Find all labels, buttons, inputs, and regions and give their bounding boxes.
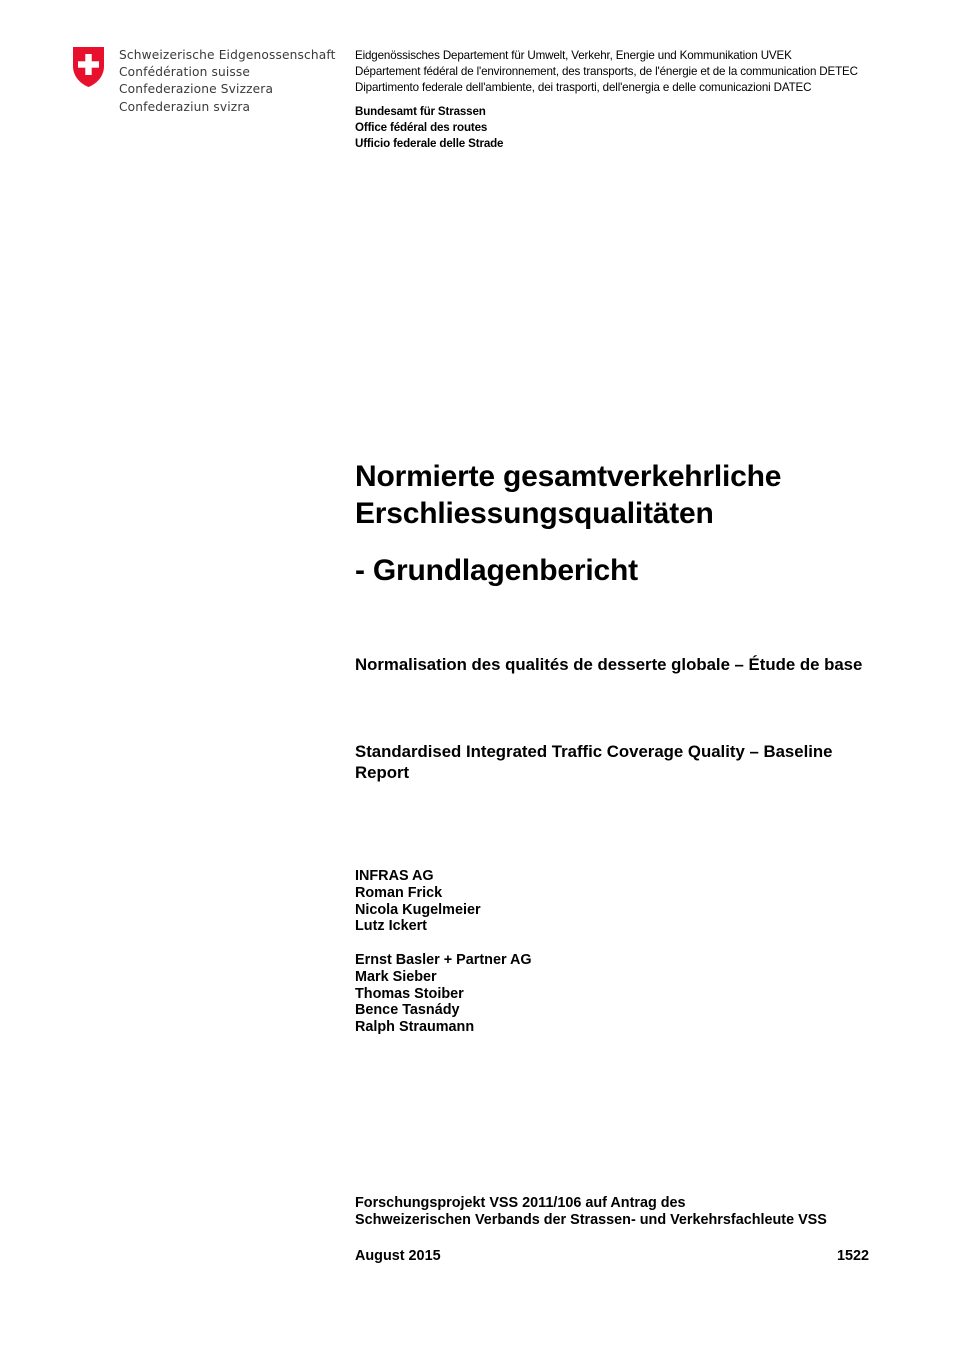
wordmark-line-fr: Confédération suisse xyxy=(119,65,251,80)
report-title-english: Standardised Integrated Traffic Coverage Quality – Baseline Report xyxy=(355,742,833,782)
department-header xyxy=(355,48,858,96)
department-line-it: Dipartimento federale dell'ambiente, dei trasporti, dell'energia e delle comunicazioni DATEC xyxy=(355,81,812,94)
wordmark-line-de: Schweizerische Eidgenossenschaft xyxy=(119,48,336,62)
report-number: 1522 xyxy=(837,1248,870,1264)
report-title-french: Normalisation des qualités de desserte globale – Étude de base xyxy=(355,655,863,674)
author-group-infras xyxy=(355,868,481,935)
report-title xyxy=(355,458,781,532)
author-name: Roman Frick xyxy=(355,884,443,901)
author-name: Mark Sieber xyxy=(355,968,437,985)
department-line-de: Eidgenössisches Departement für Umwelt, Verkehr, Energie und Kommunikation UVEK xyxy=(355,49,792,62)
research-project-note xyxy=(355,1195,827,1229)
office-line-it: Ufficio federale delle Strade xyxy=(355,137,504,151)
project-line-1: Forschungsprojekt VSS 2011/106 auf Antrag des xyxy=(355,1195,686,1211)
report-title-line-1: Normierte gesamtverkehrliche xyxy=(355,460,782,493)
swiss-cross-shield-icon xyxy=(72,46,105,88)
author-name: Ralph Straumann xyxy=(355,1019,475,1036)
author-name: Thomas Stoiber xyxy=(355,985,464,1002)
wordmark-line-rm: Confederaziun svizra xyxy=(119,99,251,114)
author-name: Lutz Ickert xyxy=(355,918,427,935)
publication-date: August 2015 xyxy=(355,1248,441,1264)
federal-office-header xyxy=(355,104,503,153)
report-subtitle: - Grundlagenbericht xyxy=(355,554,638,587)
author-organisation: INFRAS AG xyxy=(355,868,434,884)
confederation-wordmark xyxy=(119,47,336,116)
office-line-de: Bundesamt für Strassen xyxy=(355,105,486,118)
report-title-line-2: Erschliessungsqualitäten xyxy=(355,497,714,530)
office-line-fr: Office fédéral des routes xyxy=(355,121,488,135)
author-group-ebp xyxy=(355,952,532,1036)
author-organisation: Ernst Basler + Partner AG xyxy=(355,952,532,968)
department-line-fr: Département fédéral de l'environnement, des transports, de l'énergie et de la communication DETEC xyxy=(355,65,858,78)
project-line-2: Schweizerischen Verbands der Strassen- und Verkehrsfachleute VSS xyxy=(355,1212,827,1229)
author-name: Bence Tasnády xyxy=(355,1002,460,1019)
wordmark-line-it: Confederazione Svizzera xyxy=(119,82,274,97)
author-name: Nicola Kugelmeier xyxy=(355,901,481,918)
